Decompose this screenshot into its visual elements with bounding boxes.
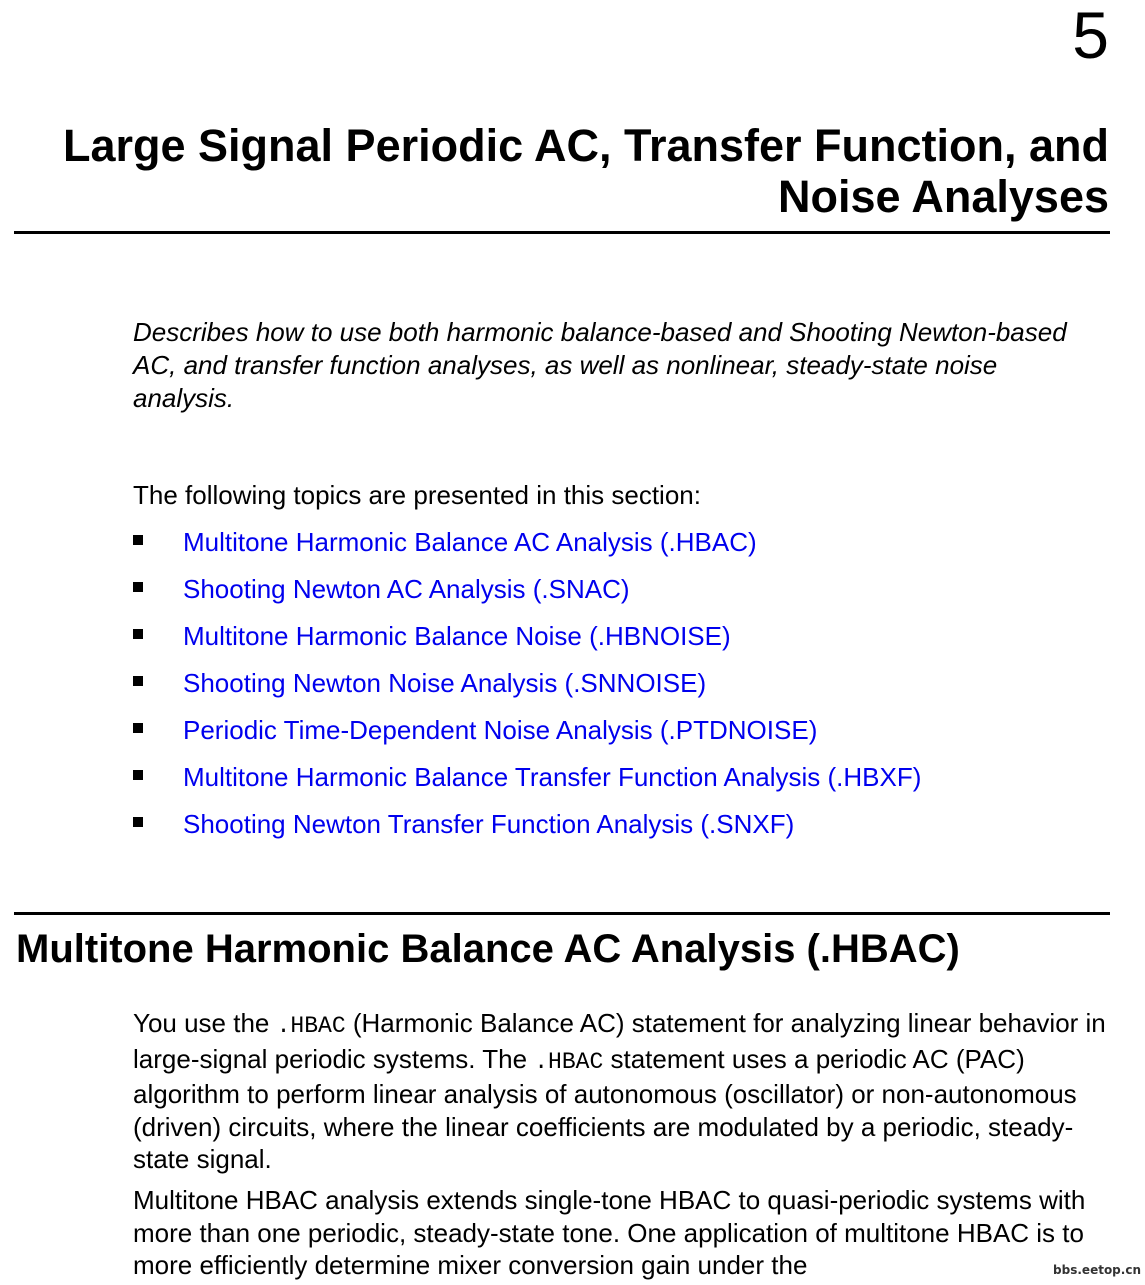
topic-item (133, 714, 1093, 761)
square-bullet-icon (133, 676, 143, 686)
topic-item (133, 620, 1093, 667)
square-bullet-icon (133, 535, 143, 545)
paragraph-text: You use the (133, 1008, 277, 1038)
watermark: bbs.eetop.cn (1053, 1263, 1141, 1277)
topic-list (133, 526, 1093, 855)
topic-link-hbnoise[interactable]: Multitone Harmonic Balance Noise (.HBNOISE) (183, 621, 731, 651)
chapter-title: Large Signal Periodic AC, Transfer Function, and Noise Analyses (62, 120, 1109, 222)
square-bullet-icon (133, 770, 143, 780)
section-rule (14, 912, 1110, 915)
topic-link-ptdnoise[interactable]: Periodic Time-Dependent Noise Analysis (.PTDNOISE) (183, 715, 818, 745)
topics-intro: The following topics are presented in this section: (133, 480, 701, 510)
topic-item (133, 761, 1093, 808)
topic-link-hbxf[interactable]: Multitone Harmonic Balance Transfer Function Analysis (.HBXF) (183, 762, 922, 792)
chapter-abstract: Describes how to use both harmonic balance-based and Shooting Newton-based AC, and transfer function analyses, as well as nonlinear, steady-state noise analysis. (133, 317, 1067, 413)
code-keyword: .HBAC (534, 1048, 604, 1075)
topic-item (133, 808, 1093, 855)
topic-item (133, 526, 1093, 573)
topic-link-snxf[interactable]: Shooting Newton Transfer Function Analysis (.SNXF) (183, 809, 795, 839)
topic-item (133, 573, 1093, 620)
square-bullet-icon (133, 723, 143, 733)
paragraph-text: statement uses a periodic AC (PAC) algorithm to perform linear analysis of autonomous (oscillator) or non-autonomous (driven) circuits, where the linear coefficients are modulated by a periodic, steady-state signal. (133, 1043, 1077, 1174)
topic-item (133, 667, 1093, 714)
topic-link-snnoise[interactable]: Shooting Newton Noise Analysis (.SNNOISE) (183, 668, 707, 698)
chapter-number: 5 (1072, 0, 1109, 72)
square-bullet-icon (133, 629, 143, 639)
body-paragraph-1 (133, 1007, 1113, 1176)
body-paragraph-2: Multitone HBAC analysis extends single-tone HBAC to quasi-periodic systems with more than one periodic, steady-state tone. One application of multitone HBAC is to more efficiently determine mixer conversion gain under the (133, 1185, 1086, 1280)
topic-link-snac[interactable]: Shooting Newton AC Analysis (.SNAC) (183, 574, 630, 604)
section-heading: Multitone Harmonic Balance AC Analysis (.HBAC) (16, 927, 960, 971)
paragraph-text: (Harmonic Balance AC) statement for analyzing linear behavior in large-signal periodic systems. The (133, 1008, 1106, 1074)
chapter-title-rule (14, 231, 1110, 234)
topic-link-hbac[interactable]: Multitone Harmonic Balance AC Analysis (.HBAC) (183, 527, 757, 557)
square-bullet-icon (133, 817, 143, 827)
code-keyword: .HBAC (276, 1013, 346, 1039)
square-bullet-icon (133, 582, 143, 592)
